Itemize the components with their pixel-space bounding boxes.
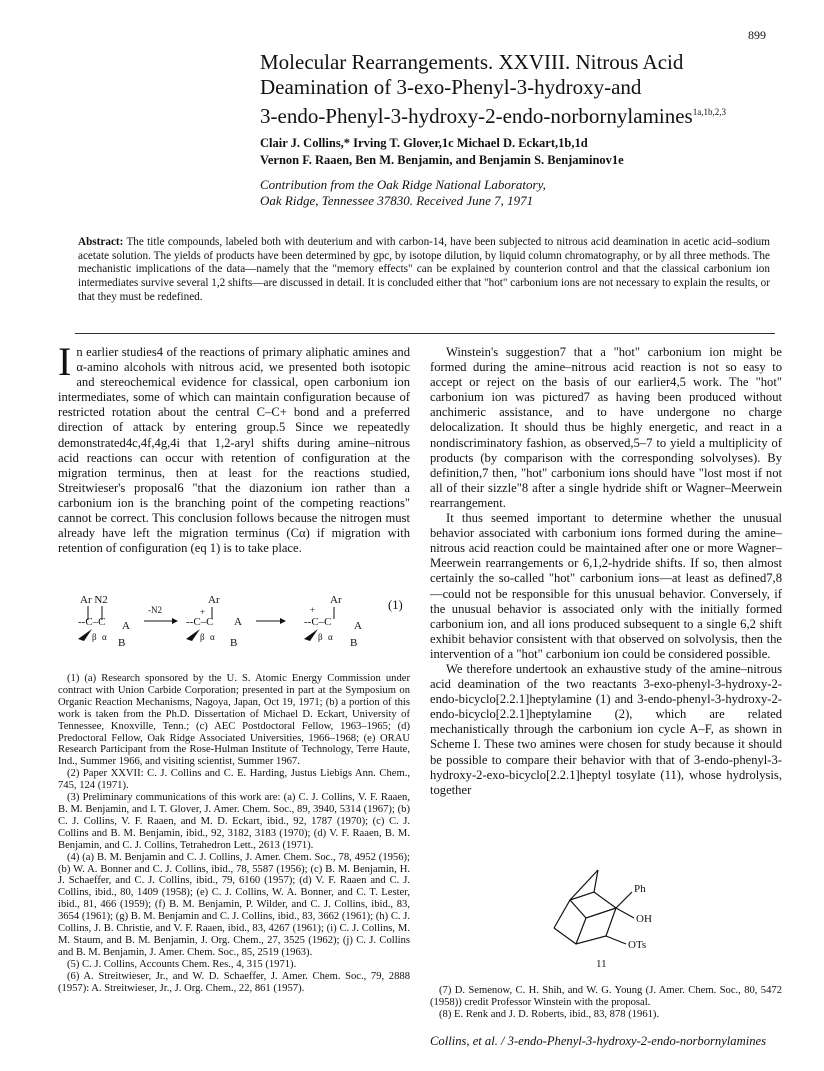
intro-paragraph bbox=[58, 339, 410, 556]
eq-mid-a: A bbox=[234, 616, 242, 628]
author-list bbox=[260, 135, 780, 169]
compound-11-structure bbox=[546, 862, 676, 954]
title-line-1: Molecular Rearrangements. XXVIII. Nitrous Acid bbox=[260, 50, 684, 74]
eq-mid-aryl: Ar bbox=[208, 594, 220, 606]
svg-text:--C–C: --C–C bbox=[78, 616, 106, 628]
eq-arrow-label: -N2 bbox=[148, 605, 162, 615]
eq-left-group: Ar N2 bbox=[80, 594, 108, 606]
body-paragraph: It thus seemed important to determine whether the unusual behavior associated with carbonium ions formed during the amine–nitrous acid reaction could be maintained after one or more Wagner–Meerwein rearrangements or 6,1,2-hydride shifts. If so, then almost certainly the so-called "hot" carbonium ions—at least as defined7,8—could not be responsible for this unusual behavior. Conversely, if the unusual behavior is associated only with the initially formed carbonium ion, and all ions produced subsequent to a single 6,2 shift exhibit behavior consistent with that observed on solvolysis, then the intervention of a "hot" carbonium ion could be considered possible. bbox=[430, 511, 782, 661]
eq-left-alpha: α bbox=[102, 632, 107, 642]
eq-left-a: A bbox=[122, 620, 130, 632]
article-title bbox=[260, 50, 780, 129]
compound-ots: OTs bbox=[628, 939, 647, 951]
title-line-2: Deamination of 3-exo-Phenyl-3-hydroxy-and bbox=[260, 75, 642, 99]
affiliation-line-1: Contribution from the Oak Ridge National Laboratory, bbox=[260, 177, 546, 192]
abstract bbox=[78, 236, 770, 305]
eq-right-plus: + bbox=[310, 605, 316, 615]
footnote: (1) (a) Research sponsored by the U. S. Atomic Energy Commission under contract with Union Carbide Corporation; presented in part at the Symposium on Organic Reaction Mechanisms, Nagoya, Japan, Oct 19, 1971; (b) a portion of this work is taken from the Ph.D. Dissertation of Michael D. Eckart, University of Tennessee, Knoxville, Tenn.; (c) AEC Postdoctoral Fellow, 1963–1965; (d) Predoctoral Fellow, Oak Ridge Associated Universities, 1966–1968; (e) ORAU Research Participant from the Rose-Hulman Institute of Technology, Terre Haute, Ind., Summer 1966, and visiting scientist, Summer 1967. bbox=[58, 673, 410, 768]
authors-line-1: Clair J. Collins,* Irving T. Glover,1c Michael D. Eckart,1b,1d bbox=[260, 136, 588, 150]
running-footer: Collins, et al. / 3-endo-Phenyl-3-hydroxy-2-endo-norbornylamines bbox=[430, 1034, 766, 1048]
footnotes-left bbox=[58, 673, 410, 994]
eq-right-aryl: Ar bbox=[330, 594, 342, 606]
equation-number: (1) bbox=[388, 598, 403, 612]
compound-label: 11 bbox=[596, 958, 607, 970]
footnote: (3) Preliminary communications of this work are: (a) C. J. Collins, V. F. Raaen, B. M. Benjamin, and I. T. Glover, J. Amer. Chem. Soc., 89, 3940, 5314 (1967); (b) C. J. Collins, V. F. Raaen, and M. D. Eckart, ibid., 92, 1787 (1970); (c) C. J. Collins and B. M. Benjamin, ibid., 92, 3182, 3183 (1970); (d) V. F. Raaen, B. M. Benjamin, and C. J. Collins, Tetrahedron Lett., 2613 (1971). bbox=[58, 792, 410, 851]
left-column bbox=[58, 339, 410, 556]
eq-right-a: A bbox=[354, 620, 362, 632]
eq-mid-b: B bbox=[230, 637, 238, 649]
eq-right-b: B bbox=[350, 637, 358, 649]
eq-mid-beta: β bbox=[200, 632, 205, 642]
compound-ph: Ph bbox=[634, 883, 646, 895]
affiliation bbox=[260, 177, 780, 209]
affiliation-line-2: Oak Ridge, Tennessee 37830. Received June 7, 1971 bbox=[260, 193, 534, 208]
title-superscript: 1a,1b,2,3 bbox=[692, 107, 726, 117]
footnote: (6) A. Streitwieser, Jr., and W. D. Schaeffer, J. Amer. Chem. Soc., 79, 2888 (1957): A. Streitwieser, Jr., J. Org. Chem., 22, 861 (1957). bbox=[58, 970, 410, 994]
eq-right-alpha: α bbox=[328, 632, 333, 642]
body-paragraph: Winstein's suggestion7 that a "hot" carbonium ion might be formed during the amine–nitrous acid reaction is not so easy to accept or reject on the basis of our earlier4,5 work. The "hot" carbonium ion was pictured7 as having been produced without anchimeric assistance, and to have undergone no charge delocalization. It should thus be highly energetic, and react in a nondiscriminatory fashion, as observed,5–7 to yield a multiplicity of products (by comparison with the corresponding solvolyses). By definition,7 then, "hot" carbonium ions should have "lost most if not all of their sizzle"8 after a single hydride shift or Wagner–Meerwein rearrangement. bbox=[430, 345, 782, 510]
divider-rule bbox=[75, 333, 775, 334]
eq-left-beta: β bbox=[92, 632, 97, 642]
eq-mid-alpha: α bbox=[210, 632, 215, 642]
title-line-3-text: 3-endo-Phenyl-3-hydroxy-2-endo-norbornylamines bbox=[260, 104, 693, 128]
footnote: (2) Paper XXVII: C. J. Collins and C. E. Harding, Justus Liebigs Ann. Chem., 745, 124 (1971). bbox=[58, 768, 410, 792]
intro-text: n earlier studies4 of the reactions of primary aliphatic amines and α-amino alcohols with nitrous acid, we presented both isotopic and stereochemical evidence for classical, open carbonium ion intermediates, some of which can maintain configuration because of restricted rotation about the central C–C+ bond and a preferred direction of attack by entering group.5 Since we repeatedly demonstrated4c,4f,4g,4i that 1,2-aryl shifts during amine–nitrous acid reactions can occur with retention of configuration at the migration terminus, then at least for the reactions studied, Streitwieser's proposal6 "that the diazonium ion rather than a carbonium ion is the branching point of the competing reactions" cannot be correct. This conclusion follows because the nitrogen must already have left the migration terminus (Cα) if migration with retention of configuration (eq 1) is to take place. bbox=[58, 345, 410, 556]
title-line-3 bbox=[260, 100, 780, 129]
eq-left-b: B bbox=[118, 637, 126, 649]
page-number: 899 bbox=[748, 28, 766, 42]
eq-mid-plus: + bbox=[200, 607, 206, 617]
footnote: (8) E. Renk and J. D. Roberts, ibid., 83, 878 (1961). bbox=[439, 1008, 660, 1020]
eq-right-beta: β bbox=[318, 632, 323, 642]
equation-1-scheme bbox=[72, 593, 407, 653]
body-paragraph: We therefore undertook an exhaustive study of the amine–nitrous acid deamination of the two reactants 3-exo-phenyl-3-hydroxy-2-endo-bicyclo[2.2.1]heptylamine (1) and 3-endo-phenyl-3-hydroxy-2-endo-bicyclo[2.2.1]heptylamine (2), which are related mechanistically through the carbonium ion cycle A–F, as shown in Scheme I. These two amines were chosen for study because it should be possible to compare their behavior with that of 3-endo-phenyl-3-hydroxy-2-exo-bicyclo[2.2.1]heptyl tosylate (11), whose hydrolysis, together bbox=[430, 661, 782, 797]
svg-text:--C–C: --C–C bbox=[304, 616, 332, 628]
right-column bbox=[430, 345, 782, 798]
authors-line-2: Vernon F. Raaen, Ben M. Benjamin, and Benjamin S. Benjaminov1e bbox=[260, 153, 624, 167]
footnote: (4) (a) B. M. Benjamin and C. J. Collins, J. Amer. Chem. Soc., 78, 4952 (1956); (b) W. A. Bonner and C. J. Collins, ibid., 78, 5587 (1956); (c) B. M. Benjamin, H. J. Schaeffer, and C. J. Collins, ibid., 79, 6160 (1957); (d) V. F. Raaen and C. J. Collins, ibid., 80, 1409 (1958); (e) C. J. Collins, W. A. Bonner, and C. T. Lester, ibid., 81, 466 (1959); (f) B. M. Benjamin, P. Wilder, and C. J. Collins, ibid., 83, 3654 (1961); (g) B. M. Benjamin and C. J. Collins, ibid., 83, 3662 (1961); (h) C. J. Collins, J. B. Christie, and V. F. Raaen, ibid., 83, 4267 (1961); (i) C. J. Collins, M. M. Staum, and B. M. Benjamin, J. Org. Chem., 27, 3525 (1962); (j) C. J. Collins and B. M. Benjamin, J. Amer. Chem. Soc., 85, 2519 (1963). bbox=[58, 851, 410, 958]
abstract-label: Abstract: bbox=[78, 236, 124, 248]
footnote: (5) C. J. Collins, Accounts Chem. Res., 4, 315 (1971). bbox=[67, 958, 297, 970]
compound-oh: OH bbox=[636, 913, 652, 925]
footnote: (7) D. Semenow, C. H. Shih, and W. G. Young (J. Amer. Chem. Soc., 80, 5472 (1958)) credit Professor Winstein with the proposal. bbox=[430, 985, 782, 1008]
footnotes-right bbox=[430, 985, 782, 1021]
abstract-text: The title compounds, labeled both with deuterium and with carbon-14, have been subjected to nitrous acid deamination in acetic acid–sodium acetate solution. The yields of products have been determined by gpc, by isotope dilution, by liquid column chromatography, or by all three methods. The mechanistic implications of the data—namely that the "memory effects" can be explained by counterion control and that the classical carbonium ion intermediates survive several 1,2 shifts—are discussed in detail. It is concluded either that "hot" carbonium ions are not necessary to explain the results, or that they must be redefined. bbox=[78, 236, 770, 303]
drop-cap: I bbox=[58, 339, 72, 384]
svg-text:--C–C: --C–C bbox=[186, 616, 214, 628]
